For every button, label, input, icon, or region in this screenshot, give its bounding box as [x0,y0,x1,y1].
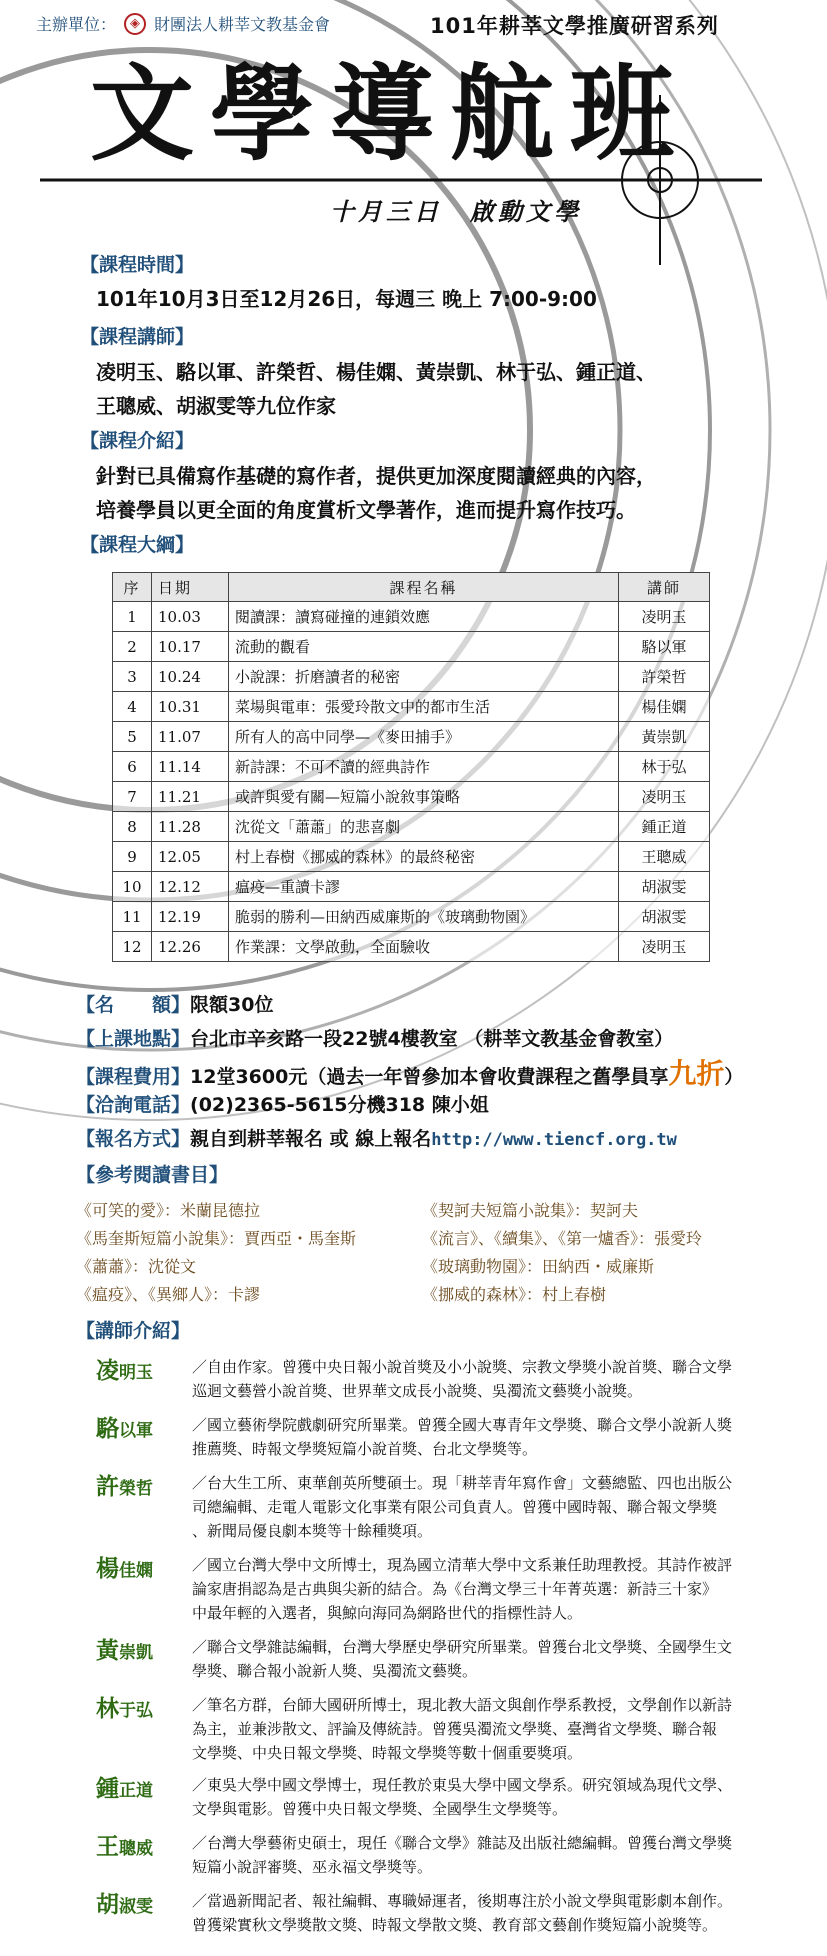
table-row [113,692,710,722]
lecturer-description: ／當過新聞記者、報社編輯、專職婦運者，後期專注於小說文學與電影劇本創作。 曾獲梁實秋文學獎散文獎、時報文學散文獎、教育部文藝創作獎短篇小說獎等。 [192,1892,733,1934]
row-date: 10.31 [152,692,229,722]
row-date: 10.03 [152,602,229,632]
row-no: 8 [113,812,152,842]
signup-label: 【報名方式】 [76,1128,191,1150]
organizer-name: 財團法人耕莘文教基金會 [154,15,331,34]
quota-label: 【名 額】 [76,994,191,1016]
row-no: 10 [113,872,152,902]
location-value: 台北市辛亥路一段22號4樓教室 （耕莘文教基金會教室） [190,1028,674,1050]
table-row [113,872,710,902]
lecturer-given-name: 佳嫻 [119,1561,153,1581]
lecturer-surname: 楊 [96,1556,119,1582]
row-course: 流動的觀看 [229,632,619,662]
page-subtitle: 十月三日 啟動文學 [330,198,582,226]
page-title: 文學導航班 [90,52,691,175]
book-right-4: 《挪威的森林》：村上春樹 [422,1285,607,1304]
outline-heading: 【課程大綱】 [80,534,195,556]
table-row [113,812,710,842]
phone-label: 【洽詢電話】 [76,1094,191,1116]
book-right-1: 《契訶夫短篇小說集》：契訶夫 [422,1201,639,1220]
lecturers-line-2: 王聰威、胡淑雯等九位作家 [96,394,336,418]
book-right-2: 《流言》、《續集》、《第一爐香》：張愛玲 [422,1229,703,1248]
lecturer-surname: 胡 [96,1892,119,1918]
row-course: 小說課：折磨讀者的秘密 [229,662,619,692]
time-text: 101年10月3日至12月26日，每週三 晚上 7:00-9:00 [96,287,597,311]
lecturer-intro-heading: 【講師介紹】 [76,1320,191,1342]
lecturer-given-name: 明玉 [119,1363,153,1383]
phone-value: (02)2365-5615分機318 陳小姐 [190,1094,489,1116]
organizer-label: 主辦單位： [36,15,117,34]
row-course: 脆弱的勝利—田納西威廉斯的《玻璃動物園》 [229,902,619,932]
signup-value: 親自到耕莘報名 或 線上報名 [190,1128,432,1150]
row-date: 11.14 [152,752,229,782]
row-no: 11 [113,902,152,932]
lecturer-given-name: 榮哲 [119,1479,153,1499]
lecturer-description: ／台大生工所、東華創英所雙碩士。現「耕莘青年寫作會」文藝總監、四也出版公 司總編輯、走電人電影文化事業有限公司負責人。曾獲中國時報、聯合報文學獎 、新聞局優良劇本獎等十餘種獎項。 [192,1474,733,1540]
lecturer-description: ／聯合文學雜誌編輯，台灣大學歷史學研究所畢業。曾獲台北文學獎、全國學生文 學獎、聯合報小說新人獎、吳濁流文藝獎。 [192,1638,733,1680]
lecturer-name [96,1468,153,1501]
lecturer-name [96,1770,153,1803]
row-no: 1 [113,602,152,632]
row-date: 11.07 [152,722,229,752]
book-left-4: 《瘟疫》、《異鄉人》：卡謬 [76,1285,261,1304]
series-title: 101年耕莘文學推廣研習系列 [430,14,719,38]
lecturer-name [96,1410,153,1443]
lecturer-name [96,1550,153,1583]
row-date: 12.12 [152,872,229,902]
row-date: 12.19 [152,902,229,932]
lecturer-given-name: 正道 [119,1781,153,1801]
header-no: 序 [113,573,152,602]
row-teacher: 鍾正道 [619,812,710,842]
row-teacher: 許榮哲 [619,662,710,692]
row-no: 5 [113,722,152,752]
lecturer-given-name: 崇凱 [119,1643,153,1663]
table-row [113,932,710,962]
lecturer-description: ／國立藝術學院戲劇研究所畢業。曾獲全國大專青年文學獎、聯合文學小說新人獎 推薦獎、時報文學獎短篇小說首獎、台北文學獎等。 [192,1416,733,1458]
row-teacher: 胡淑雯 [619,902,710,932]
row-date: 12.05 [152,842,229,872]
row-teacher: 林于弘 [619,752,710,782]
lecturer-description: ／台灣大學藝術史碩士，現任《聯合文學》雜誌及出版社總編輯。曾獲台灣文學獎 短篇小說評審獎、巫永福文學獎等。 [192,1834,733,1876]
row-date: 11.21 [152,782,229,812]
table-row [113,842,710,872]
quota-value: 限額30位 [190,994,274,1016]
row-date: 11.28 [152,812,229,842]
lecturer-name [96,1632,153,1665]
lecturer-description: ／東吳大學中國文學博士，現任教於東吳大學中國文學系。研究領域為現代文學、 文學與電影。曾獲中央日報文學獎、全國學生文學獎等。 [192,1776,733,1818]
fee-discount: 九折 [668,1057,725,1090]
intro-line-1: 針對已具備寫作基礎的寫作者，提供更加深度閱讀經典的內容， [96,464,656,488]
row-teacher: 楊佳嫻 [619,692,710,722]
fee-value: 12堂3600元（過去一年曾參加本會收費課程之舊學員享 [190,1066,669,1088]
lecturer-description: ／筆名方群，台師大國研所博士，現北教大語文與創作學系教授，文學創作以新詩 為主，並兼涉散文、評論及傳統詩。曾獲吳濁流文學獎、臺灣省文學獎、聯合報 文學獎、中央日報文學獎、時報文學獎等數十個重要獎項。 [192,1696,733,1762]
book-right-3: 《玻璃動物園》：田納西・威廉斯 [422,1257,655,1276]
lecturer-name [96,1690,153,1723]
time-heading: 【課程時間】 [80,254,195,276]
lecturer-surname: 黃 [96,1638,119,1664]
row-teacher: 黃崇凱 [619,722,710,752]
lecturer-given-name: 于弘 [119,1701,153,1721]
fee-label: 【課程費用】 [76,1066,191,1088]
intro-heading: 【課程介紹】 [80,430,195,452]
lecturer-description: ／國立台灣大學中文所博士，現為國立清華大學中文系兼任助理教授。其詩作被評 論家唐捐認為是古典與尖新的結合。為《台灣文學三十年菁英選：新詩三十家》 中最年輕的入選者，與鯨向海同為網路世代的指標性詩人。 [192,1556,733,1622]
row-course: 菜場與電車：張愛玲散文中的都市生活 [229,692,619,722]
table-row [113,782,710,812]
row-date: 10.24 [152,662,229,692]
book-left-3: 《蕭蕭》：沈從文 [76,1257,197,1276]
fee-row [76,1052,743,1092]
lecturer-name [96,1828,153,1861]
organizer [36,12,330,35]
table-row [113,752,710,782]
row-course: 村上春樹《挪威的森林》的最終秘密 [229,842,619,872]
lecturer-surname: 林 [96,1696,119,1722]
row-course: 所有人的高中同學—《麥田捕手》 [229,722,619,752]
lecturer-surname: 許 [96,1474,119,1500]
lecturer-description: ／自由作家。曾獲中央日報小說首獎及小小說獎、宗教文學獎小說首獎、聯合文學 巡迴文藝營小說首獎、世界華文成長小說獎、吳濁流文藝獎小說獎。 [192,1358,733,1400]
row-course: 閱讀課：讀寫碰撞的連鎖效應 [229,602,619,632]
phone-row [76,1090,489,1117]
lecturer-surname: 凌 [96,1358,119,1384]
table-row [113,602,710,632]
reading-heading: 【參考閱讀書目】 [76,1164,229,1186]
row-course: 沈從文「蕭蕭」的悲喜劇 [229,812,619,842]
row-teacher: 凌明玉 [619,602,710,632]
lecturer-name [96,1886,153,1919]
row-no: 7 [113,782,152,812]
lecturer-surname: 王 [96,1834,119,1860]
row-no: 9 [113,842,152,872]
row-date: 12.26 [152,932,229,962]
lecturers-heading: 【課程講師】 [80,326,195,348]
lecturer-name [96,1352,153,1385]
location-row [76,1024,673,1051]
row-no: 3 [113,662,152,692]
lecturer-given-name: 聰威 [119,1839,153,1859]
row-no: 12 [113,932,152,962]
table-row [113,662,710,692]
lecturer-surname: 鍾 [96,1776,119,1802]
foundation-logo-icon: ◈ [124,13,146,35]
book-left-1: 《可笑的愛》：米蘭昆德拉 [76,1201,261,1220]
table-header-row [113,573,710,602]
table-row [113,902,710,932]
row-no: 2 [113,632,152,662]
row-teacher: 駱以軍 [619,632,710,662]
quota-row [76,990,273,1017]
row-no: 4 [113,692,152,722]
syllabus-table [112,572,710,962]
intro-line-2: 培養學員以更全面的角度賞析文學著作，進而提升寫作技巧。 [96,498,636,522]
table-row [113,632,710,662]
row-course: 瘟疫—重讀卡謬 [229,872,619,902]
signup-row [76,1124,677,1151]
lecturer-surname: 駱 [96,1416,119,1442]
signup-link[interactable]: http://www.tiencf.org.tw [431,1130,677,1150]
row-teacher: 胡淑雯 [619,872,710,902]
lecturer-given-name: 以軍 [119,1421,153,1441]
row-course: 或許與愛有關—短篇小說敘事策略 [229,782,619,812]
lecturer-given-name: 淑雯 [119,1897,153,1917]
location-label: 【上課地點】 [76,1028,191,1050]
fee-close: ） [724,1066,744,1088]
lecturers-line-1: 凌明玉、駱以軍、許榮哲、楊佳嫻、黃崇凱、林于弘、鍾正道、 [96,360,656,384]
row-teacher: 王聰威 [619,842,710,872]
header-course: 課程名稱 [229,573,619,602]
row-teacher: 凌明玉 [619,782,710,812]
book-left-2: 《馬奎斯短篇小說集》：賈西亞・馬奎斯 [76,1229,357,1248]
row-course: 新詩課：不可不讀的經典詩作 [229,752,619,782]
header-date: 日期 [152,573,229,602]
header-teacher: 講師 [619,573,710,602]
row-no: 6 [113,752,152,782]
table-row [113,722,710,752]
row-teacher: 凌明玉 [619,932,710,962]
row-course: 作業課：文學啟動，全面驗收 [229,932,619,962]
row-date: 10.17 [152,632,229,662]
